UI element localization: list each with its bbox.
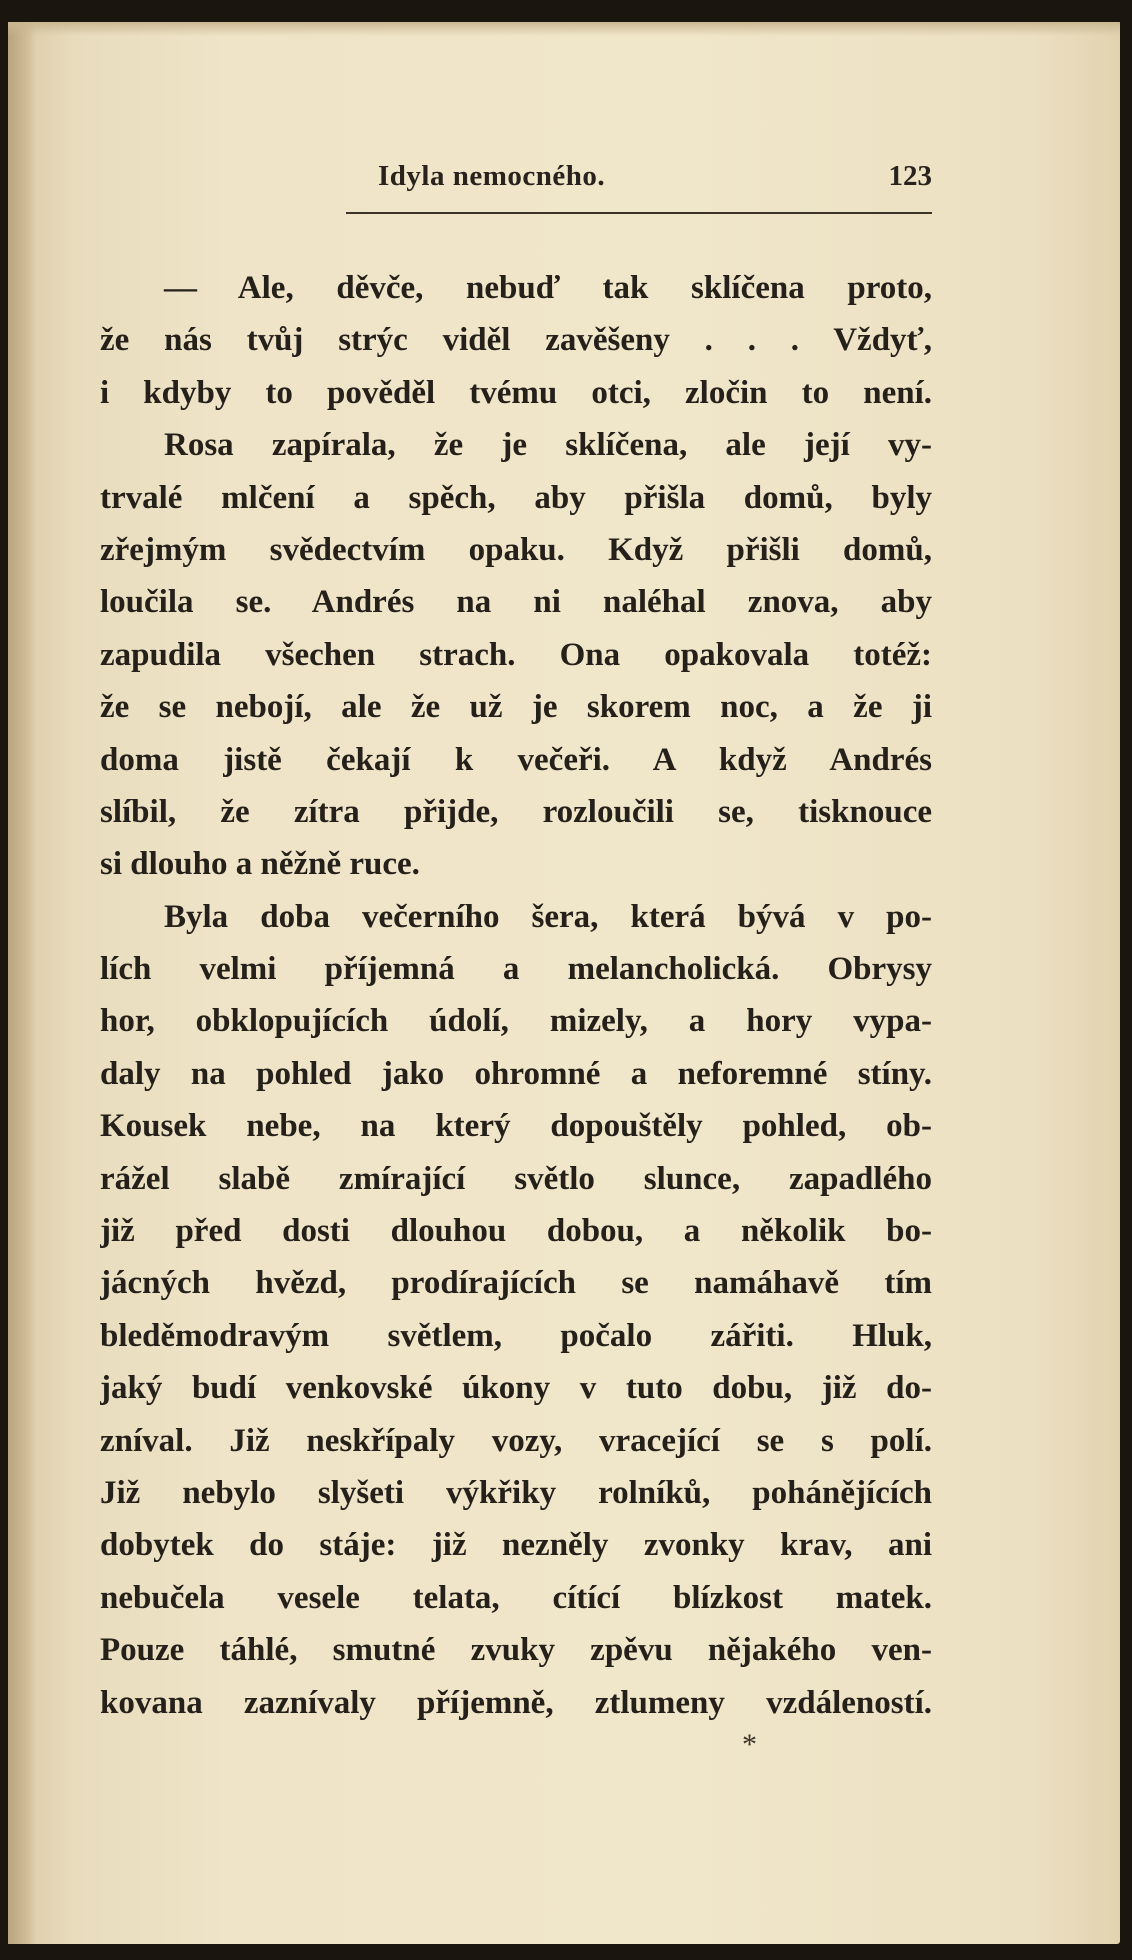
running-title: Idyla nemocného. xyxy=(378,160,606,192)
text-line: Kousek nebe, na který dopouštěly pohled, ob- xyxy=(100,1108,932,1145)
text-line: i kdyby to pověděl tvému otci, zločin to není. xyxy=(100,374,932,411)
text-line: Byla doba večerního šera, která bývá v po- xyxy=(164,898,932,935)
text-line: rážel slabě zmírající světlo slunce, zapadlého xyxy=(100,1160,932,1197)
text-line: — Ale, děvče, nebuď tak sklíčena proto, xyxy=(164,270,932,306)
text-line: lích velmi příjemná a melancholická. Obrysy xyxy=(100,951,932,988)
text-line: že nás tvůj strýc viděl zavěšeny . . . Vždyť, xyxy=(100,322,932,359)
text-line: doma jistě čekají k večeři. A když Andrés xyxy=(100,741,932,778)
text-line: slíbil, že zítra přijde, rozloučili se, tisknouce xyxy=(100,793,932,830)
text-line: nebučela vesele telata, cítící blízkost matek. xyxy=(100,1579,932,1616)
text-line: si dlouho a něžně ruce. xyxy=(100,846,420,883)
text-line: Rosa zapírala, že je sklíčena, ale její vy- xyxy=(164,427,932,464)
page-gutter-shadow xyxy=(8,22,36,1944)
running-header xyxy=(100,160,932,200)
text-line: jaký budí venkovské úkony v tuto dobu, již do- xyxy=(100,1370,932,1407)
section-break-asterisk: * xyxy=(742,1728,757,1761)
page-number: 123 xyxy=(888,160,932,192)
text-line: jácných hvězd, prodírajících se namáhavě tím xyxy=(100,1265,932,1302)
header-rule xyxy=(346,212,932,214)
text-line: hor, obklopujících údolí, mizely, a hory vypa- xyxy=(100,1003,932,1040)
page-top-edge xyxy=(8,22,1120,36)
text-line: kovana zaznívaly příjemně, ztlumeny vzdáleností. xyxy=(100,1684,932,1721)
text-line: daly na pohled jako ohromné a neforemné stíny. xyxy=(100,1055,932,1092)
text-line: zníval. Již neskřípaly vozy, vracející se s polí. xyxy=(100,1422,932,1459)
text-line: Pouze táhlé, smutné zvuky zpěvu nějakého ven- xyxy=(100,1632,932,1669)
text-line: loučila se. Andrés na ni naléhal znova, aby xyxy=(100,584,932,621)
body-text xyxy=(100,262,932,1729)
text-line: že se nebojí, ale že už je skorem noc, a že ji xyxy=(100,689,932,726)
text-line: již před dosti dlouhou dobou, a několik bo- xyxy=(100,1213,932,1250)
text-line: zřejmým svědectvím opaku. Když přišli domů, xyxy=(100,531,932,568)
text-line: bleděmodravým světlem, počalo zářiti. Hluk, xyxy=(100,1317,932,1354)
text-line: trvalé mlčení a spěch, aby přišla domů, byly xyxy=(100,479,932,516)
text-line: zapudila všechen strach. Ona opakovala totéž: xyxy=(100,636,932,673)
text-line: dobytek do stáje: již nezněly zvonky krav, ani xyxy=(100,1527,932,1564)
text-line: Již nebylo slyšeti výkřiky rolníků, pohánějících xyxy=(100,1474,932,1511)
